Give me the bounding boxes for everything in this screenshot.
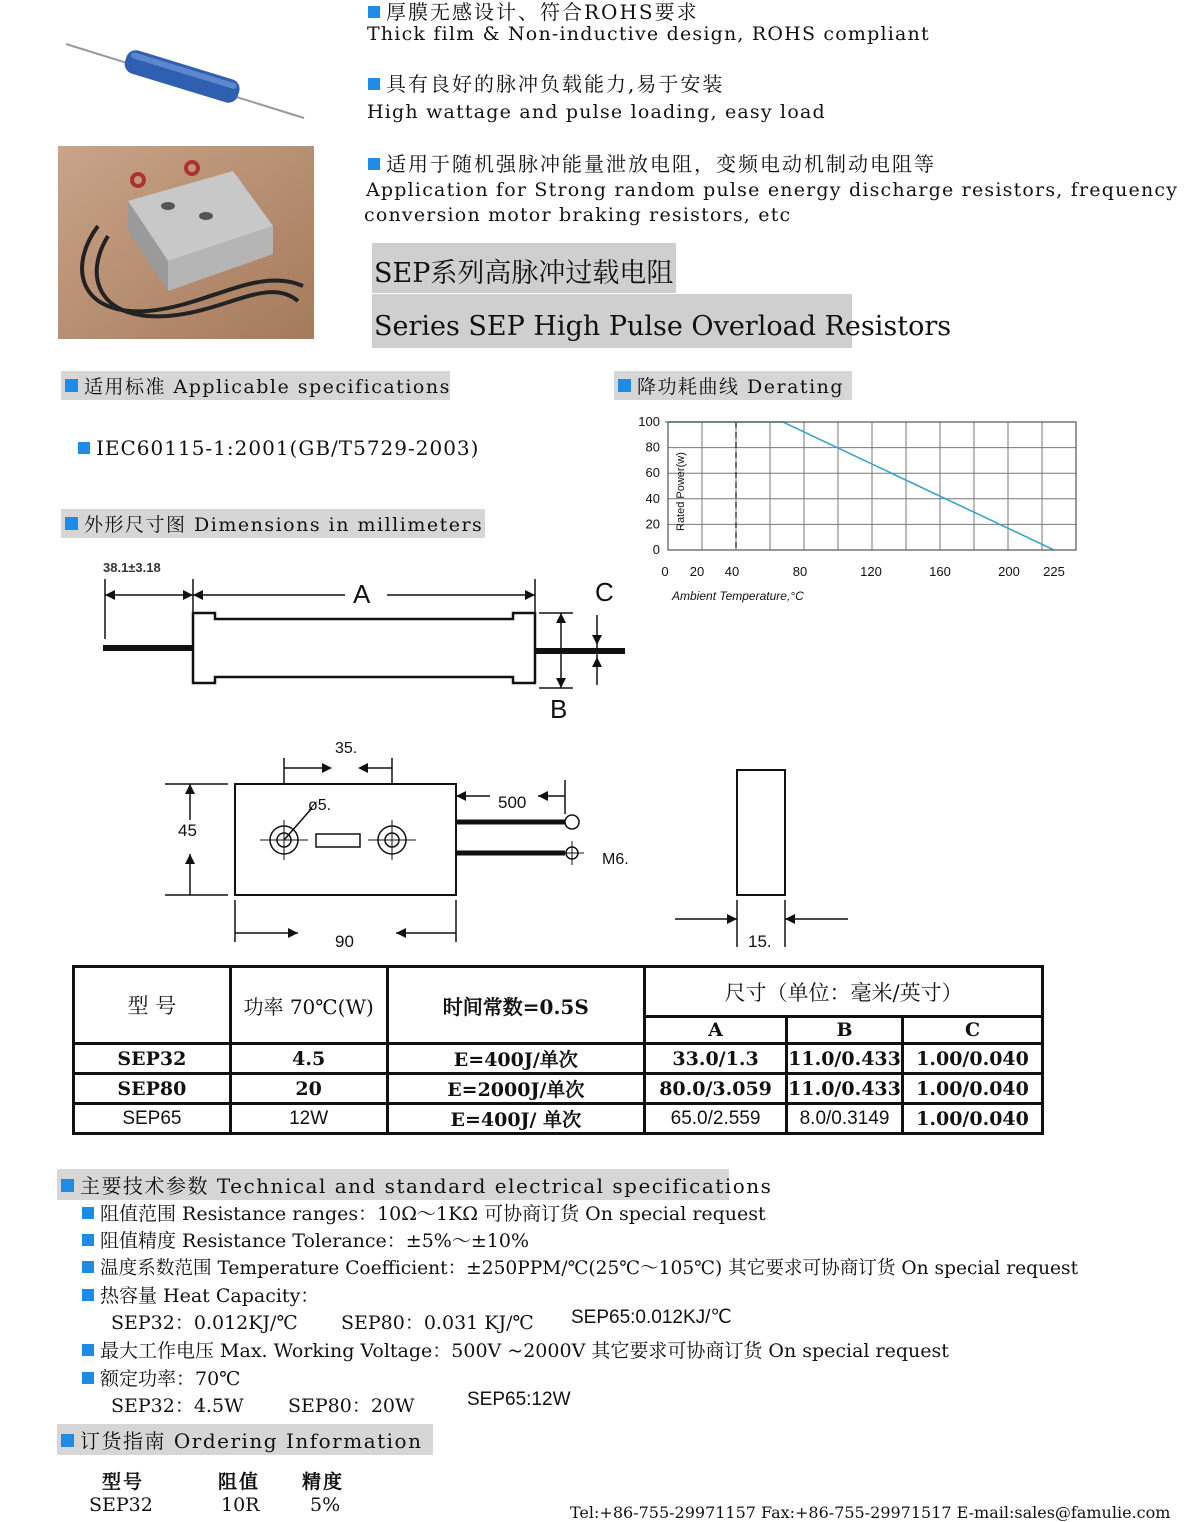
header-size: 尺寸（单位：毫米/英寸） (645, 967, 1043, 1017)
section-dimensions: 外形尺寸图 Dimensions in millimeters (61, 509, 485, 538)
derating-curve (665, 422, 1054, 550)
bullet-icon (368, 78, 380, 90)
dim-c-label: C (595, 577, 614, 607)
order-value-resistance: 10R (221, 1494, 260, 1516)
y-tick-label: 60 (645, 465, 660, 481)
cell: 8.0/0.3149 (787, 1104, 903, 1134)
dimension-drawing-axial (95, 555, 640, 725)
x-tick-label: 40 (724, 564, 740, 579)
x-tick-label: 20 (689, 564, 705, 579)
cell: 33.0/1.3 (645, 1044, 787, 1074)
bullet-icon (82, 1344, 94, 1356)
cell: 80.0/3.059 (645, 1074, 787, 1104)
bullet-icon (368, 158, 380, 170)
bullet-icon (82, 1261, 94, 1273)
aluminum-resistor-photo (58, 146, 314, 339)
order-header-model: 型号 (102, 1471, 145, 1493)
feature-3-en-2: conversion motor braking resistors, etc (364, 204, 792, 226)
x-axis-label: Ambient Temperature,°C (672, 589, 804, 603)
cell: 1.00/0.040 (903, 1074, 1043, 1104)
title-cn: SEP系列高脉冲过载电阻 (372, 243, 676, 293)
heat-capacity-sep65: SEP65:0.012KJ/℃ (571, 1307, 732, 1328)
feature-2-cn: 具有良好的脉冲负载能力,易于安装 (368, 68, 724, 97)
bullet-icon (368, 6, 380, 18)
cell: 1.00/0.040 (903, 1044, 1043, 1074)
feature-3-en: Application for Strong random pulse energy discharge resistors, frequency (366, 179, 1179, 201)
dim-hole-label: ø5. (308, 797, 332, 814)
x-tick-label: 120 (860, 564, 882, 579)
bullet-icon (65, 379, 78, 392)
dim-90-label: 90 (335, 932, 354, 951)
header-time: 时间常数=0.5S (387, 967, 645, 1044)
bullet-icon (61, 1434, 74, 1447)
cell: 11.0/0.433 (787, 1074, 903, 1104)
standard-item: IEC60115-1:2001(GB/T5729-2003) (78, 436, 479, 460)
table-row (74, 1044, 1043, 1074)
y-axis-label: Rated Power(w) (675, 452, 687, 531)
dim-a-label: A (353, 579, 371, 609)
y-tick-label: 20 (645, 516, 660, 532)
heat-capacity-sep32: SEP32：0.012KJ/℃ (111, 1312, 298, 1334)
rated-power-sep32: SEP32：4.5W (111, 1395, 244, 1417)
param-tolerance: 阻值精度 Resistance Tolerance：±5%～±10% (82, 1226, 529, 1253)
table-row (74, 1104, 1043, 1134)
param-rated-power: 额定功率：70℃ (82, 1364, 240, 1391)
y-tick-label: 0 (652, 542, 660, 557)
dim-45-label: 45 (178, 821, 197, 840)
dimension-drawing-side (670, 765, 860, 955)
x-tick-label: 225 (1043, 564, 1065, 579)
param-heat-capacity: 热容量 Heat Capacity： (82, 1281, 319, 1308)
x-tick-label: 0 (661, 564, 669, 579)
feature-2-en: High wattage and pulse loading, easy load (367, 101, 826, 123)
header-c: C (903, 1017, 1043, 1044)
bullet-icon (61, 1179, 74, 1192)
cell: SEP80 (74, 1074, 231, 1104)
bullet-icon (78, 442, 90, 454)
bullet-icon (618, 379, 631, 392)
dim-35-label: 35. (335, 740, 358, 757)
bullet-icon (82, 1234, 94, 1246)
derating-chart (620, 405, 1090, 610)
cell: 1.00/0.040 (903, 1104, 1043, 1134)
cell: 4.5 (230, 1044, 387, 1074)
cell: E=2000J/单次 (387, 1074, 645, 1104)
dim-15-label: 15. (748, 932, 772, 951)
y-tick-label: 40 (645, 490, 660, 506)
order-value-tolerance: 5% (310, 1494, 341, 1516)
section-applicable: 适用标准 Applicable specifications (61, 371, 450, 400)
header-power: 功率 70℃(W) (230, 967, 387, 1044)
section-ordering: 订货指南 Ordering Information (57, 1424, 433, 1455)
header-a: A (645, 1017, 787, 1044)
y-tick-label: 100 (638, 414, 660, 429)
cell: E=400J/ 单次 (387, 1104, 645, 1134)
param-resistance-range: 阻值范围 Resistance ranges：10Ω～1KΩ 可协商订货 On special request (82, 1199, 766, 1226)
bullet-icon (82, 1372, 94, 1384)
heat-capacity-sep80: SEP80：0.031 KJ/℃ (341, 1312, 534, 1334)
rated-power-sep65: SEP65:12W (467, 1389, 571, 1410)
param-temp-coefficient: 温度系数范围 Temperature Coefficient：±250PPM/℃(25℃～105℃) 其它要求可协商订货 On special request (82, 1254, 1078, 1280)
x-tick-label: 80 (792, 564, 808, 579)
title-en: Series SEP High Pulse Overload Resistors (372, 294, 852, 348)
cell: 20 (230, 1074, 387, 1104)
feature-1-cn: 厚膜无感设计、符合ROHS要求 (368, 0, 699, 25)
dim-b-label: B (550, 694, 568, 724)
cell: 11.0/0.433 (787, 1044, 903, 1074)
cell: E=400J/单次 (387, 1044, 645, 1074)
param-max-voltage: 最大工作电压 Max. Working Voltage：500V ~2000V 其它要求可协商订货 On special request (82, 1336, 949, 1363)
x-tick-label: 160 (929, 564, 951, 579)
header-b: B (787, 1017, 903, 1044)
section-technical: 主要技术参数 Technical and standard electrical specifications (57, 1169, 729, 1200)
order-value-model: SEP32 (89, 1494, 153, 1516)
feature-1-en: Thick film & Non-inductive design, ROHS compliant (367, 23, 930, 45)
cell: 12W (230, 1104, 387, 1134)
order-header-tolerance: 精度 (302, 1471, 345, 1493)
bullet-icon (65, 517, 78, 530)
table-row (74, 1074, 1043, 1104)
dim-m6-label: M6. (602, 851, 629, 868)
section-derating: 降功耗曲线 Derating (614, 371, 852, 400)
footer-contact: Tel:+86-755-29971157 Fax:+86-755-29971517 E-mail:sales@famulie.com (570, 1503, 1171, 1522)
resistor-photo (60, 30, 310, 125)
cell: SEP32 (74, 1044, 231, 1074)
lead-length-label: 38.1±3.18 (103, 560, 161, 575)
rated-power-sep80: SEP80：20W (288, 1395, 415, 1417)
bullet-icon (82, 1289, 94, 1301)
order-header-resistance: 阻值 (218, 1471, 261, 1493)
dimension-drawing-plate (160, 730, 660, 955)
header-model: 型 号 (74, 967, 231, 1044)
feature-3-cn: 适用于随机强脉冲能量泄放电阻，变频电动机制动电阻等 (368, 148, 936, 177)
bullet-icon (82, 1207, 94, 1219)
spec-table (72, 965, 1044, 1135)
x-tick-label: 200 (998, 564, 1020, 579)
y-tick-label: 80 (645, 439, 660, 455)
cell: 65.0/2.559 (645, 1104, 787, 1134)
dim-500-label: 500 (498, 793, 527, 812)
cell: SEP65 (74, 1104, 231, 1134)
